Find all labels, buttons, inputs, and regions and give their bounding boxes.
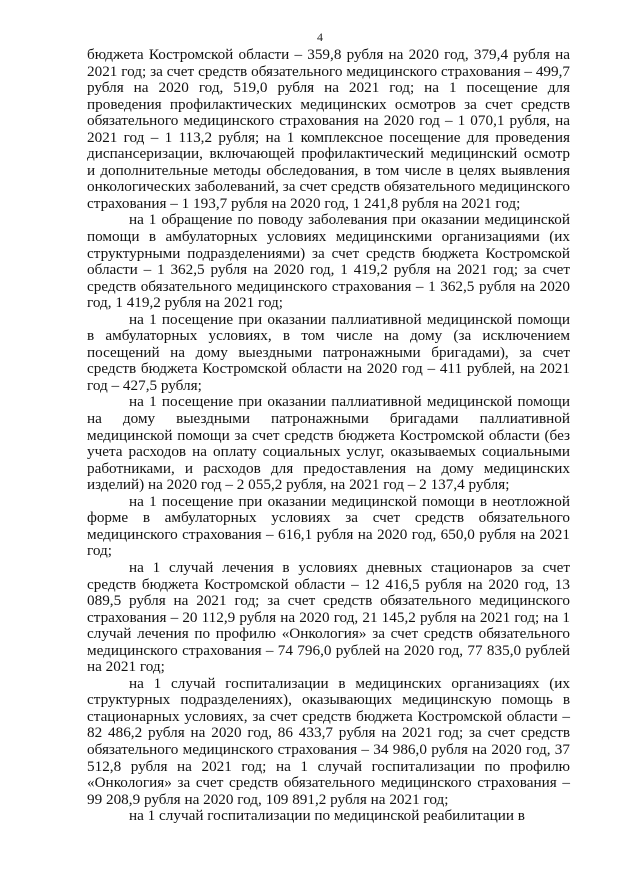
paragraph: на 1 случай лечения в условиях дневных стационаров за счет средств бюджета Костромской области – 12 416,5 рубля на 2020 год, 13 089,5 рубля на 2021 год; за счет средств обязательного медицинского страхования – 20 112,9 рубля на 2020 год, 21 145,2 рубля на 2021 год; на 1 случай лечения по профилю «Онкология» за счет средств обязательного медицинского страхования – 74 796,0 рублей на 2020 год, 77 835,0 рублей на 2021 год; bbox=[87, 558, 570, 676]
paragraph: на 1 случай госпитализации в медицинских организациях (их структурных подразделениях), оказывающих медицинскую помощь в стационарных условиях, за счет средств бюджета Костромской области – 82 486,2 рубля на 2020 год, 86 433,7 рубля на 2021 год; за счет средств обязательного медицинского страхования – 34 986,0 рубля на 2020 год, 37 512,8 рубля на 2021 год; на 1 случай госпитализации по профилю «Онкология» за счет средств обязательного медицинского страхования – 99 208,9 рубля на 2020 год, 109 891,2 рубля на 2021 год; bbox=[87, 674, 570, 808]
paragraph: бюджета Костромской области – 359,8 рубля на 2020 год, 379,4 рубля на 2021 год; за счет средств обязательного медицинского страхования – 499,7 рубля на 2020 год, 519,0 рубля на 2021 год; на 1 посещение для проведения профилактических медицинских осмотров за счет средств обязательного медицинского страхования на 2020 год – 1 070,1 рубля, на 2021 год – 1 113,2 рубля; на 1 комплексное посещение для проведения диспансеризации, включающей профилактический медицинский осмотр и дополнительные методы обследования, в том числе в целях выявления онкологических заболеваний, за счет средств обязательного медицинского страхования – 1 193,7 рубля на 2020 год, 1 241,8 рубля на 2021 год; bbox=[87, 46, 570, 212]
paragraph: на 1 посещение при оказании медицинской помощи в неотложной форме в амбулаторных условиях за счет средств обязательного медицинского страхования – 616,1 рубля на 2020 год, 650,0 рубля на 2021 год; bbox=[87, 492, 570, 560]
paragraph: на 1 обращение по поводу заболевания при оказании медицинской помощи в амбулаторных условиях медицинскими организациями (их структурными подразделениями) за счет средств бюджета Костромской области – 1 362,5 рубля на 2020 год, 1 419,2 рубля на 2021 год; за счет средств обязательного медицинского страхования – 1 362,5 рубля на 2020 год, 1 419,2 рубля на 2021 год; bbox=[87, 211, 570, 312]
paragraph: на 1 случай госпитализации по медицинской реабилитации в bbox=[129, 807, 525, 825]
paragraph: на 1 посещение при оказании паллиативной медицинской помощи в амбулаторных условиях, в том числе на дому (за исключением посещений на дому выездными патронажными бригадами), за счет средств бюджета Костромской области на 2020 год – 411 рублей, на 2021 год – 427,5 рубля; bbox=[87, 310, 570, 394]
document-body bbox=[87, 47, 570, 825]
page-number: 4 bbox=[317, 30, 323, 44]
paragraph: на 1 посещение при оказании паллиативной медицинской помощи на дому выездными патронажными бригадами паллиативной медицинской помощи за счет средств бюджета Костромской области (без учета расходов на оплату социальных услуг, оказываемых социальными работниками, и расходов для предоставления на дому медицинских изделий) на 2020 год – 2 055,2 рубля, на 2021 год – 2 137,4 рубля; bbox=[87, 393, 570, 494]
